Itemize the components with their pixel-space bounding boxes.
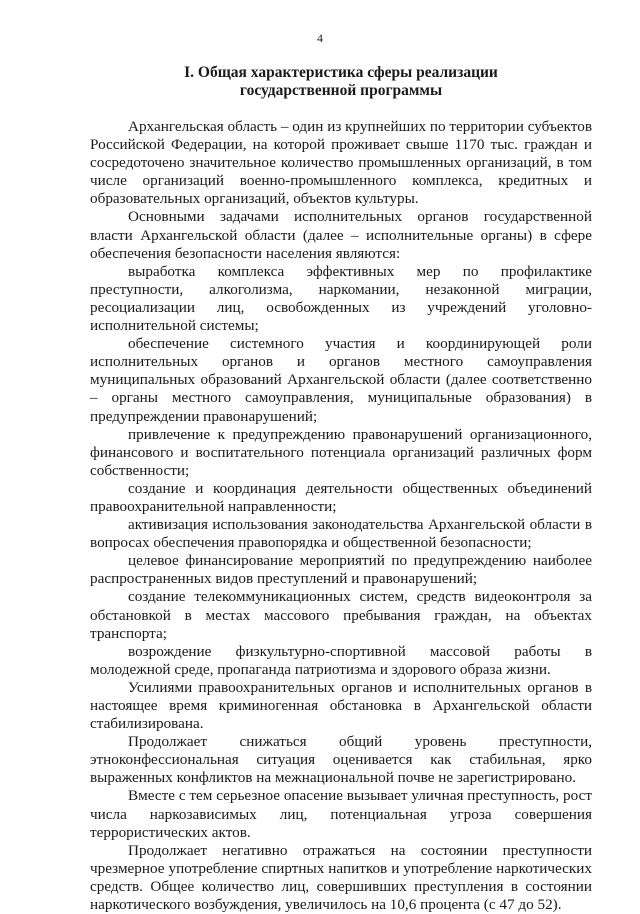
section-heading	[90, 64, 592, 100]
list-item: создание и координация деятельности общественных объединений правоохранительной направленности;	[90, 479, 592, 515]
paragraph: Архангельская область – один из крупнейших по территории субъектов Российской Федерации, на которой проживает свыше 1170 тыс. граждан и сосредоточено значительное количество промышленных организаций, в том числе организаций военно-промышленного комплекса, кредитных и образовательных организаций, объектов культуры.	[90, 118, 592, 208]
paragraph: Усилиями правоохранительных органов и исполнительных органов в настоящее время криминогенная обстановка в Архангельской области стабилизирована.	[90, 678, 592, 733]
list-item: выработка комплекса эффективных мер по профилактике преступности, алкоголизма, наркомании, незаконной миграции, ресоциализации лиц, освобожденных из учреждений уголовно-исполнительной системы;	[90, 262, 592, 335]
list-item: создание телекоммуникационных систем, средств видеоконтроля за обстановкой в местах массового пребывания граждан, на объектах транспорта;	[90, 588, 592, 642]
paragraph: Продолжает снижаться общий уровень преступности, этноконфессиональная ситуация оценивается как стабильная, ярко выраженных конфликтов на межнациональной почве не зарегистрировано.	[90, 733, 592, 787]
paragraph: Вместе с тем серьезное опасение вызывает уличная преступность, рост числа наркозависимых лиц, потенциальная угроза совершения террористических актов.	[90, 787, 592, 841]
list-item: целевое финансирование мероприятий по предупреждению наиболее распространенных видов преступлений и правонарушений;	[90, 552, 592, 588]
page-number: 4	[317, 31, 323, 45]
body-text	[90, 118, 592, 914]
list-item: обеспечение системного участия и координирующей роли исполнительных органов и органов местного самоуправления муниципальных образований Архангельской области (далее соответственно – органы местного самоуправления, муниципальные образования) в предупреждении правонарушений;	[90, 335, 592, 425]
paragraph: Основными задачами исполнительных органов государственной власти Архангельской области (далее – исполнительные органы) в сфере обеспечения безопасности населения являются:	[90, 208, 592, 262]
paragraph: Продолжает негативно отражаться на состоянии преступности чрезмерное употребление спиртных напитков и употребление наркотических средств. Общее количество лиц, совершивших преступления в состоянии наркотического возбуждения, увеличилось на 10,6 процента (с 47 до 52).	[90, 841, 592, 914]
list-item: активизация использования законодательства Архангельской области в вопросах обеспечения правопорядка и общественной безопасности;	[90, 516, 592, 552]
list-item: возрождение физкультурно-спортивной массовой работы в молодежной среде, пропаганда патриотизма и здорового образа жизни.	[90, 642, 592, 678]
section-heading-line-2: государственной программы	[239, 82, 443, 99]
section-heading-line-1: I. Общая характеристика сферы реализации	[184, 64, 498, 81]
list-item: привлечение к предупреждению правонарушений организационного, финансового и воспитательного потенциала организаций различных форм собственности;	[90, 425, 592, 479]
